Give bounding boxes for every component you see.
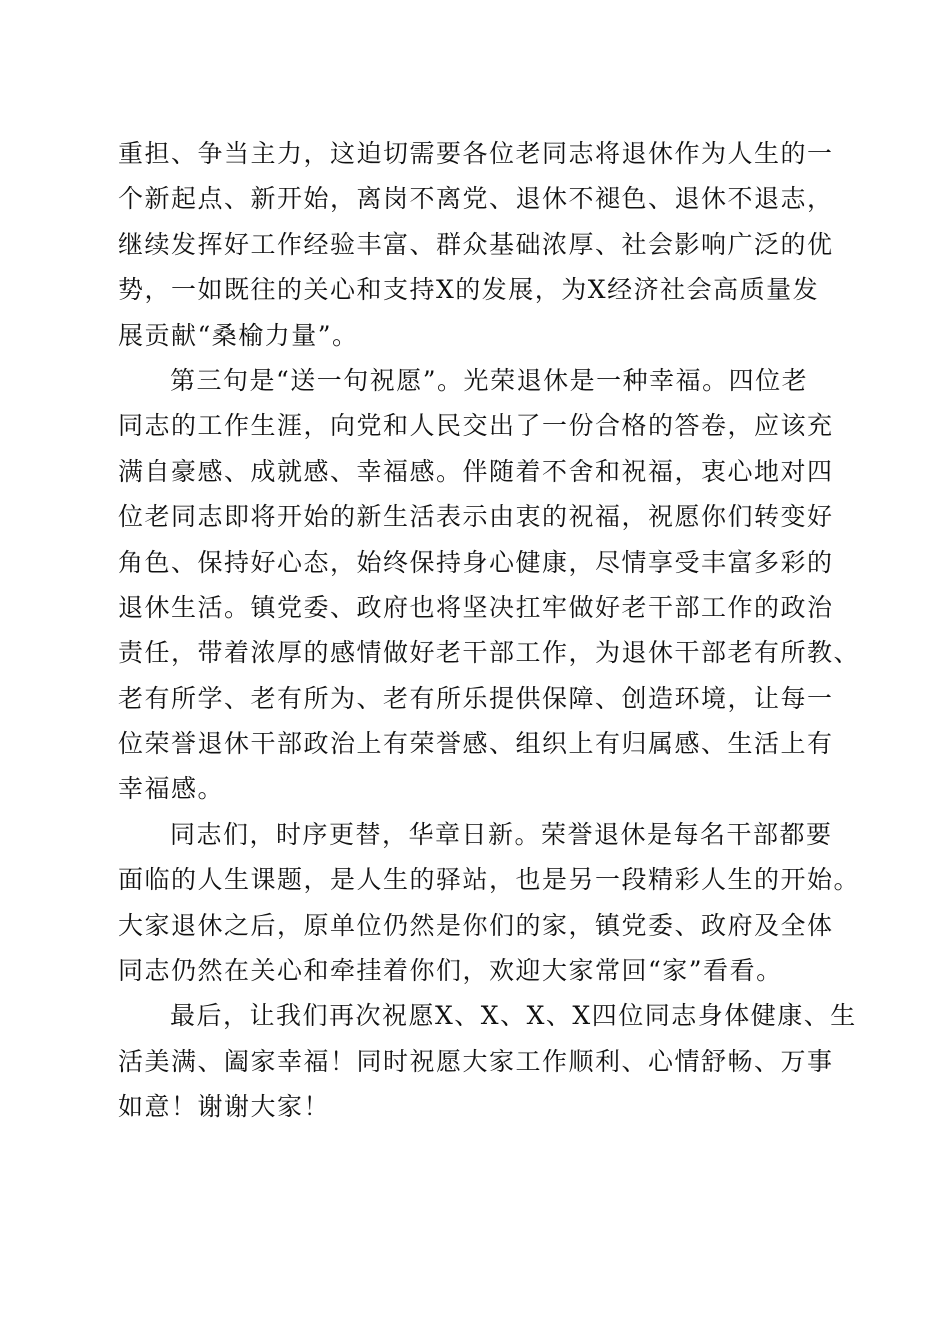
text-line: 第三句是“送一句祝愿”。光荣退休是一种幸福。四位老	[170, 365, 809, 395]
text-line: 老有所学、老有所为、老有所乐提供保障、创造环境，让每一	[118, 683, 834, 713]
text-line: 重担、争当主力，这迫切需要各位老同志将退休作为人生的一	[118, 139, 834, 168]
text-line: 大家退休之后，原单位仍然是你们的家，镇党委、政府及全体	[118, 910, 834, 940]
paragraph-comrades	[118, 812, 861, 994]
text-line: 位老同志即将开始的新生活表示由衷的祝福，祝愿你们转变好	[118, 502, 834, 532]
text-line: 责任，带着浓厚的感情做好老干部工作，为退休干部老有所教、	[118, 638, 861, 668]
paragraph-third-wish	[118, 358, 861, 812]
paragraph-closing	[118, 993, 857, 1129]
text-line: 面临的人生课题，是人生的驿站，也是另一段精彩人生的开始。	[118, 865, 861, 895]
text-line: 位荣誉退休干部政治上有荣誉感、组织上有归属感、生活上有	[118, 729, 834, 759]
text-line: 退休生活。镇党委、政府也将坚决扛牢做好老干部工作的政治	[118, 592, 834, 622]
text-line: 同志仍然在关心和牵挂着你们，欢迎大家常回“家”看看。	[118, 956, 783, 986]
text-line: 同志的工作生涯，向党和人民交出了一份合格的答卷，应该充	[118, 411, 834, 441]
text-line: 势，一如既往的关心和支持X的发展，为X经济社会高质量发	[118, 275, 820, 305]
text-line: 满自豪感、成就感、幸福感。伴随着不舍和祝福，衷心地对四	[118, 456, 834, 486]
text-line: 同志们，时序更替，华章日新。荣誉退休是每名干部都要	[170, 819, 833, 849]
text-line: 展贡献“桑榆力量”。	[118, 320, 359, 350]
text-line: 最后，让我们再次祝愿X、X、X、X四位同志身体健康、生	[170, 1001, 857, 1031]
paragraph-continuation	[118, 131, 832, 358]
text-line: 活美满、阖家幸福！同时祝愿大家工作顺利、心情舒畅、万事	[118, 1046, 834, 1076]
text-line: 继续发挥好工作经验丰富、群众基础浓厚、社会影响广泛的优	[118, 229, 834, 259]
text-line: 角色、保持好心态，始终保持身心健康，尽情享受丰富多彩的	[118, 547, 834, 577]
text-line: 如意！谢谢大家！	[118, 1092, 331, 1122]
text-line: 幸福感。	[118, 774, 225, 804]
text-line: 个新起点、新开始，离岗不离党、退休不褪色、退休不退志，	[118, 184, 834, 214]
document-body	[118, 131, 861, 1130]
